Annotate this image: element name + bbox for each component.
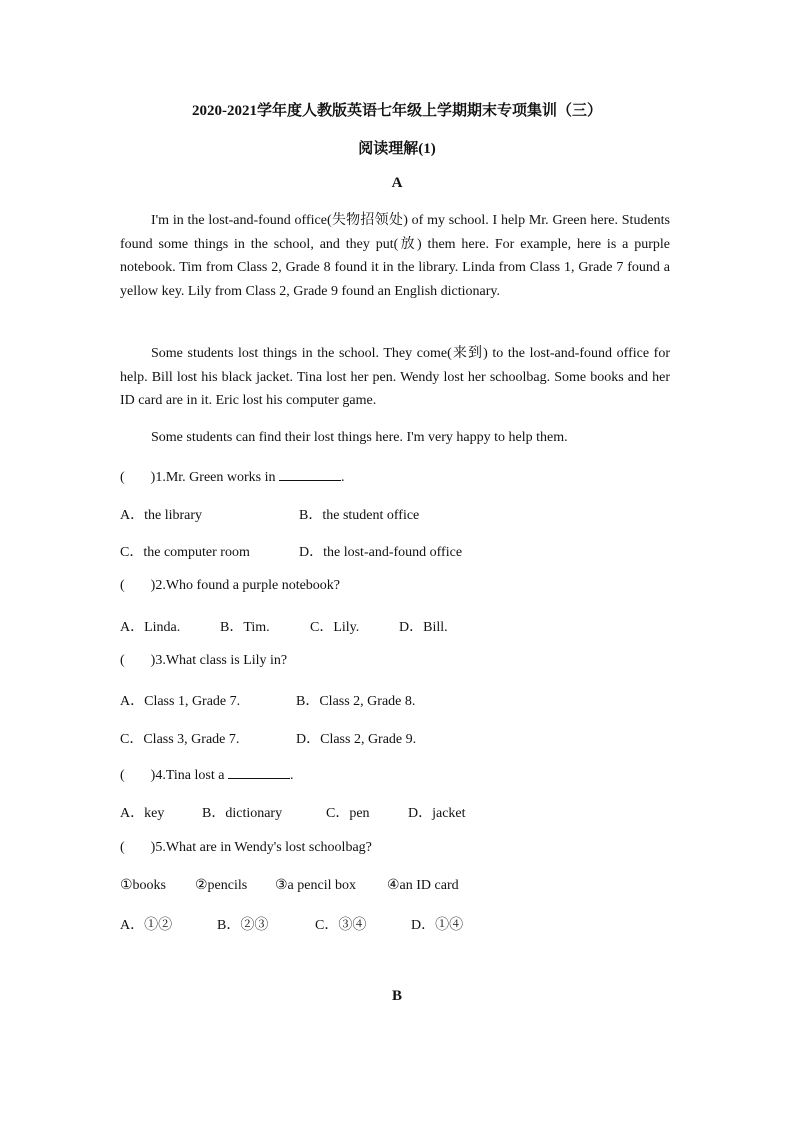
answer-paren-close: ) (150, 578, 156, 593)
option-b: B．Tim. (220, 620, 270, 635)
question-text-end: . (289, 768, 294, 783)
choice-4: ④an ID card (387, 878, 459, 893)
passage-paragraph-2: Some students lost things in the school. They come(来到) to the lost-and-found office for help. Bill lost his black jacket. Tina lost her pen. Wendy lost her schoolbag. Some books and her ID card are in it. Eric lost his computer game. (120, 346, 670, 408)
option-d: D．Class 2, Grade 9. (296, 732, 417, 747)
option-c: C．the computer room (120, 545, 250, 560)
answer-paren-close: ) (150, 840, 156, 855)
question-5-stem (120, 840, 372, 856)
document-subtitle: 阅读理解(1) (358, 141, 436, 157)
option-d: D．jacket (408, 806, 466, 821)
answer-paren-close: ) (150, 768, 156, 783)
option-b: B．the student office (299, 508, 420, 523)
question-4-stem (120, 765, 293, 784)
option-a: A．①② (120, 918, 173, 933)
option-c: C．Lily. (310, 620, 360, 635)
option-c: C．Class 3, Grade 7. (120, 732, 240, 747)
question-text: 2.Who found a purple notebook? (155, 578, 341, 593)
answer-paren-open: ( (120, 578, 125, 593)
question-2-stem (120, 578, 340, 594)
answer-paren-open: ( (120, 768, 125, 783)
answer-paren-open: ( (120, 470, 125, 485)
fill-blank (279, 467, 341, 481)
answer-paren-close: ) (150, 653, 156, 668)
option-d: D．Bill. (399, 620, 448, 635)
section-heading-b: B (391, 988, 402, 1004)
section-heading-a: A (391, 175, 403, 191)
question-text: 1.Mr. Green works in (155, 470, 279, 485)
question-text: 5.What are in Wendy's lost schoolbag? (155, 840, 372, 855)
answer-paren-close: ) (150, 470, 156, 485)
option-a: A．Class 1, Grade 7. (120, 694, 241, 709)
passage-paragraph-1: I'm in the lost-and-found office(失物招领处) of my school. I help Mr. Green here. Students found some things in the school, and they put(放) them here. For example, here is a purple notebook. Tim from Class 2, Grade 8 found it in the library. Linda from Class 1, Grade 7 found a yellow key. Lily from Class 2, Grade 9 found an English dictionary. (120, 213, 670, 299)
question-1-stem (120, 467, 345, 486)
question-text-end: . (341, 470, 345, 485)
choice-2: ②pencils (195, 878, 248, 893)
choice-3: ③a pencil box (275, 878, 356, 893)
passage-paragraph-3: Some students can find their lost things here. I'm very happy to help them. (151, 430, 568, 445)
option-b: B．②③ (217, 918, 269, 933)
answer-paren-open: ( (120, 840, 125, 855)
option-d: D．①④ (411, 918, 464, 933)
option-c: C．③④ (315, 918, 367, 933)
document-title: 2020-2021学年度人教版英语七年级上学期期末专项集训（三） (192, 103, 602, 119)
option-a: A．the library (120, 508, 203, 523)
option-d: D．the lost-and-found office (299, 545, 463, 560)
option-a: A．Linda. (120, 620, 181, 635)
option-a: A．key (120, 806, 165, 821)
question-text: 4.Tina lost a (155, 768, 228, 783)
fill-blank (228, 765, 290, 779)
choice-1: ①books (120, 878, 166, 893)
option-b: B．dictionary (202, 806, 283, 821)
option-c: C．pen (326, 806, 370, 821)
question-3-stem (120, 653, 287, 669)
option-b: B．Class 2, Grade 8. (296, 694, 416, 709)
answer-paren-open: ( (120, 653, 125, 668)
question-text: 3.What class is Lily in? (155, 653, 288, 668)
